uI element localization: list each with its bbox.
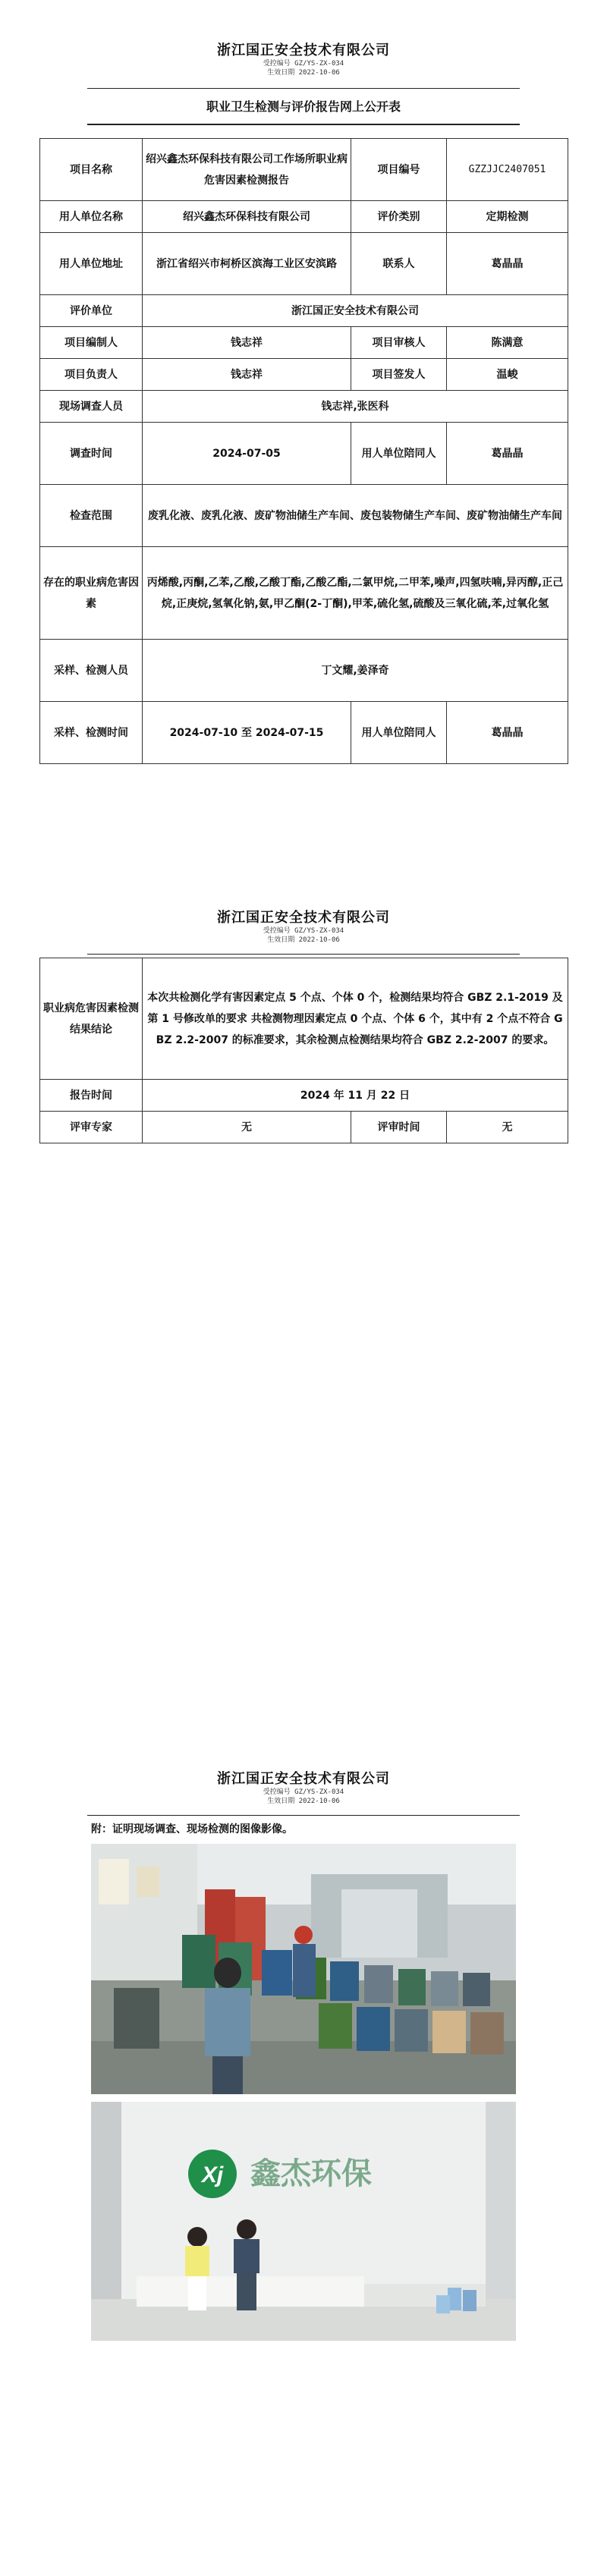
scope-value: 废乳化液、废乳化液、废矿物油储生产车间、废包装物储生产车间、废矿物油储生产车间 (143, 485, 568, 547)
eval-type-value: 定期检测 (447, 201, 568, 233)
header-rule (87, 954, 520, 955)
report-info-table (39, 138, 568, 764)
sampling-time-label: 采样、检测时间 (40, 702, 143, 764)
report-time-label: 报告时间 (40, 1080, 143, 1112)
header-rule (87, 88, 520, 89)
control-number: 受控编号 GZ/YS-ZX-034 (263, 60, 344, 68)
company-name: 浙江国正安全技术有限公司 (217, 910, 390, 926)
eval-type-label: 评价类别 (351, 201, 447, 233)
reviewer-value: 陈满意 (447, 327, 568, 359)
survey-time-label: 调查时间 (40, 423, 143, 485)
contact-value: 葛晶晶 (447, 233, 568, 295)
person-right (234, 2219, 259, 2310)
samplers-value: 丁文耀,姜泽奇 (143, 640, 568, 702)
review-time-value: 无 (447, 1112, 568, 1143)
address-value: 浙江省绍兴市柯桥区滨海工业区安滨路 (143, 233, 351, 295)
issuer-value: 温峻 (447, 359, 568, 391)
site-investigators-value: 钱志祥,张医科 (143, 391, 568, 423)
project-no-value: GZZJJC2407051 (447, 139, 568, 201)
control-number: 受控编号 GZ/YS-ZX-034 (263, 1788, 344, 1796)
eval-unit-label: 评价单位 (40, 295, 143, 327)
header-rule (87, 1815, 520, 1816)
factory-floor-image (91, 1844, 516, 2094)
issuer-label: 项目签发人 (351, 359, 447, 391)
company-lobby-image (91, 2102, 516, 2341)
address-label: 用人单位地址 (40, 233, 143, 295)
effective-date: 生效日期 2022-10-06 (267, 1798, 340, 1805)
site-investigators-label: 现场调查人员 (40, 391, 143, 423)
eval-unit-value: 浙江国正安全技术有限公司 (143, 295, 568, 327)
compiler-value: 钱志祥 (143, 327, 351, 359)
attachment-caption: 附：证明现场调查、现场检测的图像影像。 (91, 1823, 293, 1835)
accompany-label: 用人单位陪同人 (351, 423, 447, 485)
hazards-value: 丙烯酸,丙酮,乙苯,乙酸,乙酸丁酯,乙酸乙酯,二氯甲烷,二甲苯,噪声,四氢呋喃,异丙醇,正己烷,正庚烷,氢氧化钠,氨,甲乙酮(2-丁酮),甲苯,硫化氢,硫酸及三氧化硫,苯,过氧化氢 (143, 547, 568, 640)
samplers-label: 采样、检测人员 (40, 640, 143, 702)
leader-value: 钱志祥 (143, 359, 351, 391)
conclusion-table (39, 958, 568, 1143)
site-visit-photo (91, 2102, 516, 2341)
experts-value: 无 (143, 1112, 351, 1143)
page-3-header (0, 1768, 607, 1806)
leader-label: 项目负责人 (40, 359, 143, 391)
control-number: 受控编号 GZ/YS-ZX-034 (263, 927, 344, 935)
compiler-label: 项目编制人 (40, 327, 143, 359)
project-no-label: 项目编号 (351, 139, 447, 201)
page-header (0, 39, 607, 77)
company-name: 浙江国正安全技术有限公司 (217, 42, 390, 58)
conclusion-value: 本次共检测化学有害因素定点 5 个点、个体 0 个，检测结果均符合 GBZ 2.1-2019 及第 1 号修改单的要求 共检测物理因素定点 0 个点、个体 6 个，其中有 2 个点不符合 GBZ 2.2-2007 的标准要求，其余检测点检测结果均符合 GBZ 2.2-2007 的要求。 (143, 958, 568, 1080)
company-name: 浙江国正安全技术有限公司 (217, 1771, 390, 1787)
employer-value: 绍兴鑫杰环保科技有限公司 (143, 201, 351, 233)
page-2-header (0, 907, 607, 945)
accompany-value: 葛晶晶 (447, 423, 568, 485)
title-rule (87, 124, 520, 125)
effective-date: 生效日期 2022-10-06 (267, 936, 340, 944)
accompany2-value: 葛晶晶 (447, 702, 568, 764)
site-survey-photo (91, 1844, 516, 2094)
experts-label: 评审专家 (40, 1112, 143, 1143)
xinjie-logo (188, 2150, 237, 2198)
logo-letters: Xj (201, 2162, 224, 2188)
hazards-label: 存在的职业病危害因素 (40, 547, 143, 640)
report-time-value: 2024 年 11 月 22 日 (143, 1080, 568, 1112)
contact-label: 联系人 (351, 233, 447, 295)
sampling-time-value: 2024-07-10 至 2024-07-15 (143, 702, 351, 764)
accompany2-label: 用人单位陪同人 (351, 702, 447, 764)
project-name-label: 项目名称 (40, 139, 143, 201)
project-name-value: 绍兴鑫杰环保科技有限公司工作场所职业病危害因素检测报告 (143, 139, 351, 201)
document-title: 职业卫生检测与评价报告网上公开表 (206, 99, 401, 114)
scope-label: 检查范围 (40, 485, 143, 547)
survey-time-value: 2024-07-05 (143, 423, 351, 485)
company-sign: 鑫杰环保 (250, 2156, 372, 2191)
effective-date: 生效日期 2022-10-06 (267, 69, 340, 77)
person-left (185, 2227, 209, 2310)
conclusion-label: 职业病危害因素检测结果结论 (40, 958, 143, 1080)
reviewer-label: 项目审核人 (351, 327, 447, 359)
employer-label: 用人单位名称 (40, 201, 143, 233)
review-time-label: 评审时间 (351, 1112, 447, 1143)
